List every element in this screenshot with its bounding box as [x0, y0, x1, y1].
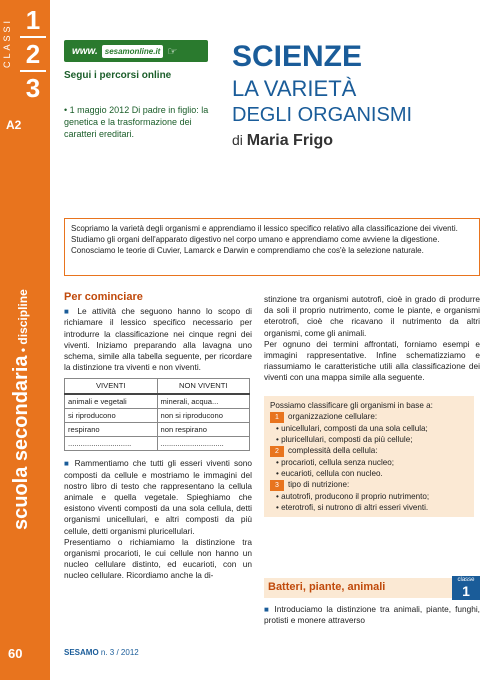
classe-number: 1	[462, 583, 470, 599]
section-heading: Batteri, piante, animali	[268, 581, 386, 593]
box-item	[270, 411, 468, 423]
classification-box	[264, 396, 474, 517]
subtitle-line-1: LA VARIETÀ	[232, 76, 357, 101]
section-vertical-title	[10, 289, 33, 530]
segui-link[interactable]: Segui i percorsi online	[64, 70, 172, 81]
class-number-2: 2	[25, 39, 41, 69]
table-cell: animali e vegetali	[65, 394, 158, 409]
bullet-icon: ■	[64, 459, 75, 469]
box-item	[270, 445, 468, 457]
level-badge: A2	[6, 118, 22, 132]
table-cell: ..............................	[157, 437, 250, 451]
subtitle-line-2: DEGLI ORGANISMI	[232, 104, 413, 126]
paragraph: Per ognuno dei termini affrontati, forniamo esempi e immagini rappresentative. Infine schematizziamo e riassumiamo le caratteristiche utili alla classificazione dei viventi con una mappa simile alla seguente.	[264, 338, 480, 383]
classe-badge	[452, 576, 480, 600]
class-number-3: 3	[25, 73, 41, 103]
footer	[64, 648, 139, 657]
table-header: NON VIVENTI	[157, 379, 250, 394]
vertical-title-main: scuola secondaria	[10, 355, 32, 530]
box-item-label: tipo di nutrizione:	[288, 479, 350, 489]
footer-issue: n. 3 / 2012	[100, 648, 139, 657]
paragraph: Presentiamo o richiamiamo la distinzione tra organismi procarioti, le cui cellule non hanno un nucleo cellulare distinto, ed eucarioti, con un nucleo cellulare. Ricordiamo anche la di-	[64, 536, 252, 581]
vertical-title-sub: discipline	[16, 289, 30, 345]
section-heading: Per cominciare	[64, 291, 143, 303]
box-item	[270, 479, 468, 491]
paragraph	[64, 458, 252, 536]
page-number: 60	[8, 646, 23, 661]
box-intro: Possiamo classificare gli organismi in base a:	[270, 400, 433, 410]
bullet-icon: ■	[264, 605, 275, 614]
class-divider	[20, 70, 46, 72]
vertical-title-sep: •	[16, 344, 30, 356]
box-subitem: • pluricellulari, composti da più cellule;	[276, 434, 413, 444]
logo-site: sesamonline.it	[102, 45, 164, 58]
classi-label: CLASSI	[2, 18, 12, 69]
class-number-1: 1	[25, 5, 41, 35]
number-tag: 2	[270, 446, 284, 457]
box-subitem: • eterotrofi, si nutrono di altri esseri viventi.	[276, 502, 429, 512]
number-tag: 1	[270, 412, 284, 423]
table-row	[65, 394, 250, 409]
box-item-label: complessità della cellula:	[288, 445, 378, 455]
abstract-box: Scopriamo la varietà degli organismi e apprendiamo il lessico specifico relativo alla classificazione dei viventi. Studiamo gli organi dell'apparato digestivo nel corpo umano e apprendiamo come avviene la digestione. Conosciamo le teorie di Cuvier, Lamarck e Darwin e comprendiamo che cos'è la selezione naturale.	[64, 218, 480, 276]
left-column	[64, 292, 252, 582]
paragraph: stinzione tra organismi autotrofi, cioè in grado di produrre da soli il proprio nutrimento, come le piante, e organismi eterotrofi, cioè che ricavano il nutrimento da altri organismi, come gli animali.	[264, 294, 480, 338]
box-subitem: • unicellulari, composti da una sola cellula;	[276, 423, 428, 433]
hand-cursor-icon: ☞	[167, 45, 178, 58]
date-note: • 1 maggio 2012 Di padre in figlio: la genetica e la trasformazione dei caratteri ereditari.	[64, 105, 209, 139]
viventi-table	[64, 378, 250, 451]
paragraph-text: Introduciamo la distinzione tra animali, piante, funghi, protisti e monere attraverso	[264, 604, 480, 626]
table-cell: respirano	[65, 423, 158, 437]
table-cell: non respirano	[157, 423, 250, 437]
paragraph-text: Le attività che seguono hanno lo scopo di richiamare il lessico specifico necessario per introdurre la classificazione nei cinque regni dei viventi. Iniziamo preparando alla lavagna uno schema, simile alla tabella seguente, per ricordare la distinzione tra viventi e non viventi.	[64, 306, 252, 373]
table-row	[65, 437, 250, 451]
box-item-label: organizzazione cellulare:	[288, 411, 378, 421]
author	[232, 132, 333, 150]
author-prefix: di	[232, 132, 243, 148]
table-cell: minerali, acqua...	[157, 394, 250, 409]
table-row	[65, 423, 250, 437]
paragraph	[64, 306, 252, 373]
table-cell: non si riproducono	[157, 408, 250, 422]
classe-label: classe	[457, 577, 475, 583]
paragraph-text: Rammentiamo che tutti gli esseri viventi sono composti da cellule e mostriamo le immagini del nostro libro di testo che rappresentano la cellula animale e quella vegetale. Spieghiamo che esistono viventi composti da una sola cellula, detti organismi unicellulari, e altri composti da più cellule, detti organismi pluricellulari.	[64, 458, 252, 536]
right-column	[264, 294, 480, 517]
table-cell: ..............................	[65, 437, 158, 451]
box-subitem: • procarioti, cellula senza nucleo;	[276, 457, 395, 467]
table-cell: si riproducono	[65, 408, 158, 422]
box-subitem: • autotrofi, producono il proprio nutrimento;	[276, 491, 430, 501]
paragraph	[264, 604, 480, 626]
sesamonline-logo[interactable]	[64, 40, 208, 62]
footer-label: SESAMO	[64, 648, 99, 657]
bullet-icon: ■	[64, 307, 78, 317]
box-subitem: • eucarioti, cellula con nucleo.	[276, 468, 383, 478]
class-divider	[20, 36, 46, 38]
page-title: SCIENZE	[232, 40, 363, 73]
table-header: VIVENTI	[65, 379, 158, 394]
author-name: Maria Frigo	[246, 132, 334, 149]
table-row	[65, 408, 250, 422]
number-tag: 3	[270, 480, 284, 491]
logo-www: www.	[72, 45, 98, 57]
